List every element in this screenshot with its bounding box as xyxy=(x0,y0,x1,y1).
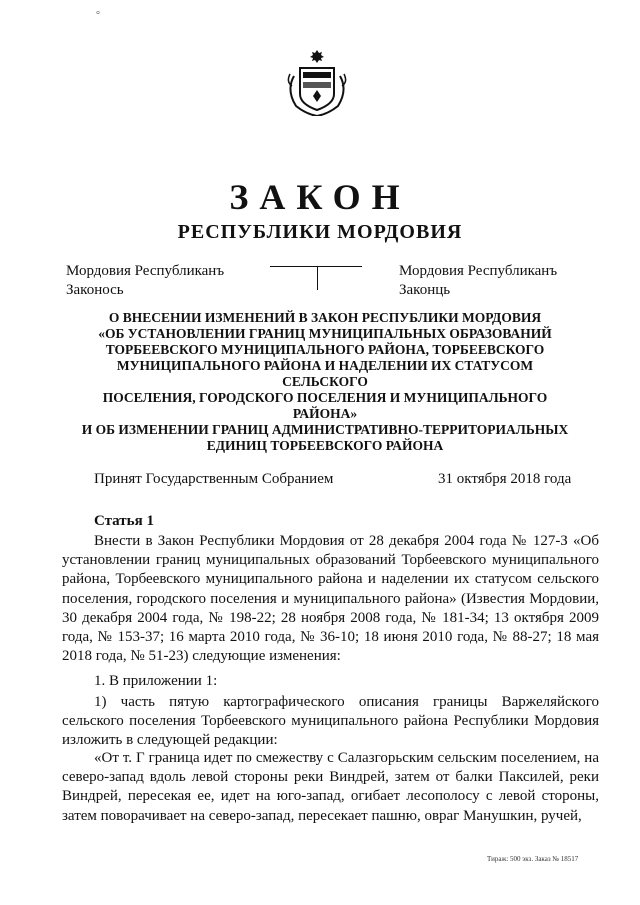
heading-line: И ОБ ИЗМЕНЕНИИ ГРАНИЦ АДМИНИСТРАТИВНО-ТЕРРИТОРИАЛЬНЫХ xyxy=(81,422,569,437)
coat-of-arms-icon xyxy=(272,46,362,116)
divider-horizontal xyxy=(270,266,362,267)
law-heading xyxy=(80,310,570,454)
print-info: Тираж: 500 экз. Заказ № 18517 xyxy=(487,855,579,863)
article-title: Статья 1 xyxy=(94,513,154,529)
right-caption xyxy=(399,262,557,300)
left-caption-line1: Мордовия Республиканъ xyxy=(66,263,225,279)
paragraph-text: «От т. Г граница идет по смежеству с Салазгорьским сельским поселением, на северо-запад вдоль левой стороны реки Виндрей, затем от балки Паксилей, реки Виндрей, пересекая ее, идет на юго-запад, огибает лесополосу с левой стороны, затем поворачивает на северо-запад, пересекает пашню, овраг Манушкин, ручей, xyxy=(62,750,599,824)
law-subtitle: РЕСПУБЛИКИ МОРДОВИЯ xyxy=(177,221,463,243)
adopted-by: Принят Государственным Собранием xyxy=(94,471,334,487)
heading-line: МУНИЦИПАЛЬНОГО РАЙОНА И НАДЕЛЕНИИ ИХ СТАТУСОМ СЕЛЬСКОГО xyxy=(116,358,534,389)
right-caption-line1: Мордовия Республиканъ xyxy=(399,263,558,279)
right-caption-line2: Законць xyxy=(399,282,451,298)
heading-line: ТОРБЕЕВСКОГО МУНИЦИПАЛЬНОГО РАЙОНА, ТОРБЕЕВСКОГО xyxy=(105,342,545,357)
margin-mark: ° xyxy=(96,10,100,21)
heading-line: «ОБ УСТАНОВЛЕНИИ ГРАНИЦ МУНИЦИПАЛЬНЫХ ОБРАЗОВАНИЙ xyxy=(98,326,552,341)
subpoint-paragraph xyxy=(62,693,599,751)
left-caption-line2: Законось xyxy=(66,282,124,298)
quote-paragraph xyxy=(62,749,599,826)
adopted-date: 31 октября 2018 года xyxy=(438,471,572,487)
paragraph-text: Внести в Закон Республики Мордовия от 28 декабря 2004 года № 127-З «Об установлении границ муниципальных образований Торбеевского муниципального района, Торбеевского муниципального района и наделении их статусом сельского поселения, городского поселения и муниципального района» (Известия Мордовии, 30 декабря 2004 года, № 198-22; 28 ноября 2008 года, № 181-34; 13 октября 2009 года, № 153-37; 16 марта 2010 года, № 36-10; 18 июня 2010 года, № 88-27; 18 мая 2018 года, № 51-23) следующие изменения: xyxy=(62,533,599,665)
divider-vertical xyxy=(317,266,318,290)
heading-line: ПОСЕЛЕНИЯ, ГОРОДСКОГО ПОСЕЛЕНИЯ И МУНИЦИПАЛЬНОГО РАЙОНА» xyxy=(102,390,548,421)
paragraph-text: 1) часть пятую картографического описания границы Варжеляйского сельского поселения Торбеевского муниципального района Республики Мордовия изложить в следующей редакции: xyxy=(62,694,599,749)
law-title: ЗАКОН xyxy=(229,177,411,217)
point-1: 1. В приложении 1: xyxy=(94,673,218,689)
heading-line: О ВНЕСЕНИИ ИЗМЕНЕНИЙ В ЗАКОН РЕСПУБЛИКИ МОРДОВИЯ xyxy=(108,310,542,325)
article-paragraph xyxy=(62,532,599,666)
heading-line: ЕДИНИЦ ТОРБЕЕВСКОГО РАЙОНА xyxy=(206,438,444,453)
left-caption xyxy=(66,262,224,300)
